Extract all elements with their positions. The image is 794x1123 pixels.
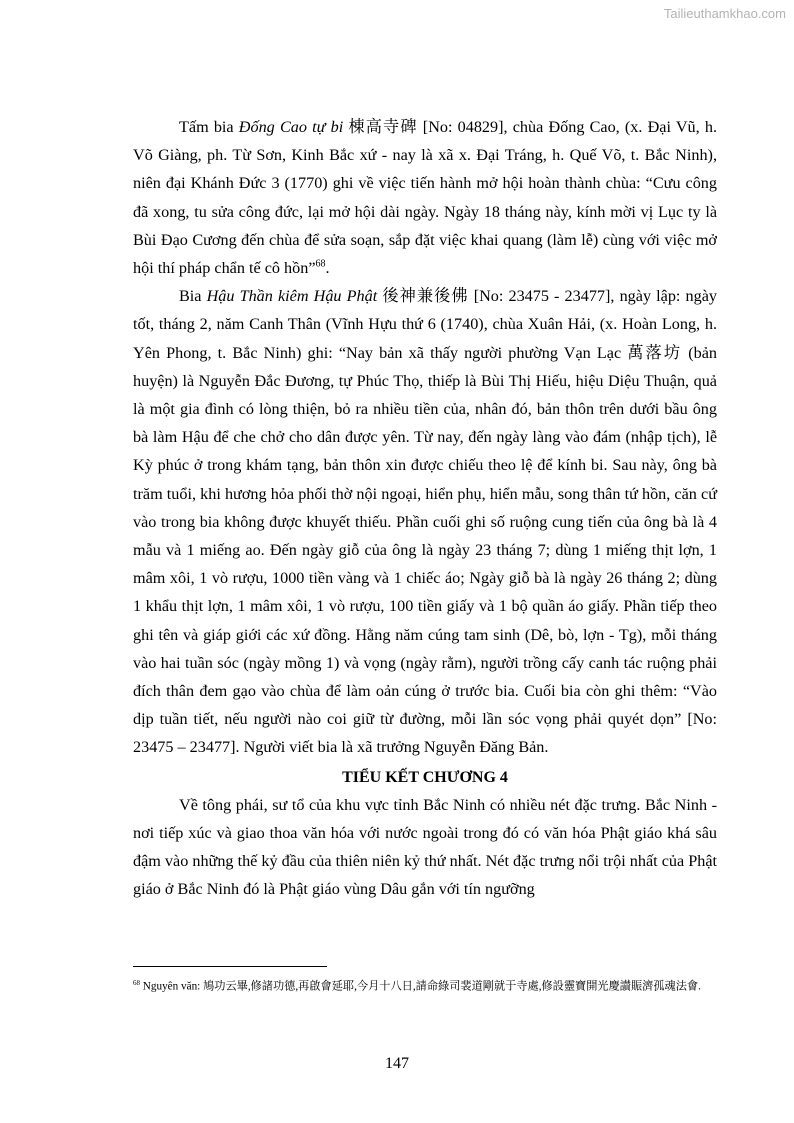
footnote-reference[interactable]: 68	[315, 258, 326, 270]
paragraph-lead: Tấm bia	[179, 118, 239, 136]
chapter-summary-heading: TIỂU KẾT CHƯƠNG 4	[342, 768, 508, 786]
stele-title: Đống Cao tự bi	[238, 118, 344, 136]
footnote-divider	[133, 966, 327, 967]
footnote	[133, 974, 717, 996]
main-text	[133, 113, 717, 903]
paragraph-hau-than-stele	[133, 282, 717, 761]
paragraph-summary: Về tông phái, sư tổ của khu vực tỉnh Bắc Ninh có nhiều nét đặc trưng. Bắc Ninh - nơi tiếp xúc và giao thoa văn hóa với nước ngoài trong đó có văn hóa Phật giáo khá sâu đậm vào những thế kỷ đầu của thiên niên kỷ thứ nhất. Nét đặc trưng nổi trội nhất của Phật giáo ở Bắc Ninh đó là Phật giáo vùng Dâu gắn với tín ngưỡng	[133, 795, 717, 899]
footnote-text: Nguyên văn: 鳩功云畢,修諸功德,再啟會延耶,今月十八日,請命綠司裴道剛就于寺處,修設靈寶開光慶讃賑濟孤魂法會.	[140, 980, 701, 993]
stele-title: Hậu Thần kiêm Hậu Phật	[206, 287, 378, 306]
paragraph-text: 棟高寺碑 [No: 04829], chùa Đống Cao, (x. Đại Vũ, h. Võ Giàng, ph. Từ Sơn, Kinh Bắc xứ - nay là xã x. Đại Tráng, h. Quế Võ, t. Bắc Ninh), niên đại Khánh Đức 3 (1770) ghi về việc tiến hành mở hội hoàn thành chùa: “Cưu công đã xong, tu sửa công đức, lại mở hội dài ngày. Ngày 18 tháng này, kính mời vị Lục ty là Bùi Đạo Cương đến chùa để sửa soạn, sắp đặt việc khai quang (làm lễ) cùng với việc mở hội thí pháp chẩn tế cô hồn”	[133, 118, 718, 278]
paragraph-tail: .	[325, 259, 330, 278]
footnote-number: 68	[133, 979, 140, 987]
paragraph-dong-cao-stele	[133, 113, 717, 282]
watermark: Tailieuthamkhao.com	[663, 6, 786, 21]
paragraph-text: 後神兼後佛 [No: 23475 - 23477], ngày lập: ngày tốt, tháng 2, năm Canh Thân (Vĩnh Hựu thứ 6 (1740), chùa Xuân Hải, (x. Hoàn Long, h. Yên Phong, t. Bắc Ninh) ghi: “Nay bản xã thấy người phường Vạn Lạc 萬落坊 (bản huyện) là Nguyễn Đắc Đương, tự Phúc Thọ, thiếp là Bùi Thị Hiếu, hiệu Diệu Thuận, quả là một gia đình có lòng thiện, bỏ ra nhiều tiền của, nhân đó, bản thôn trên dưới bầu ông bà làm Hậu để che chở cho dân được yên. Từ nay, đến ngày làng vào đám (nhập tịch), lễ Kỳ phúc ở trong khám tạng, bản thôn xin được chiếu theo lệ để kính bi. Sau này, ông bà trăm tuổi, khi hương hỏa phối thờ nội ngoại, hiển phụ, hiển mẫu, song thân tứ hồn, căn cứ vào trong bia không được khuyết thiếu. Phần cuối ghi số ruộng cung tiến của ông bà là 4 mẫu và 1 miếng ao. Đến ngày giỗ của ông là ngày 23 tháng 7; dùng 1 miếng thịt lợn, 1 mâm xôi, 1 vò rượu, 1000 tiền vàng và 1 chiếc áo; Ngày giỗ bà là ngày 26 tháng 2; dùng 1 khẩu thịt lợn, 1 mâm xôi, 1 vò rượu, 100 tiền giấy và 1 bộ quần áo giấy. Phần tiếp theo ghi tên và giáp giới các xứ đồng. Hằng năm cúng tam sinh (Dê, bò, lợn - Tg), mỗi tháng vào hai tuần sóc (ngày mồng 1) và vọng (ngày rằm), người trồng cấy canh tác ruộng phải đích thân đem gạo vào chùa để làm oản cúng ở trước bia. Cuối bia còn ghi thêm: “Vào dịp tuần tiết, nếu người nào coi giữ từ đường, mỗi lần sóc vọng phải quyét dọn” [No: 23475 – 23477]. Người viết bia là xã trưởng Nguyễn Đăng Bản.	[133, 287, 717, 757]
page-number: 147	[385, 1055, 409, 1072]
paragraph-lead: Bia	[179, 287, 207, 306]
